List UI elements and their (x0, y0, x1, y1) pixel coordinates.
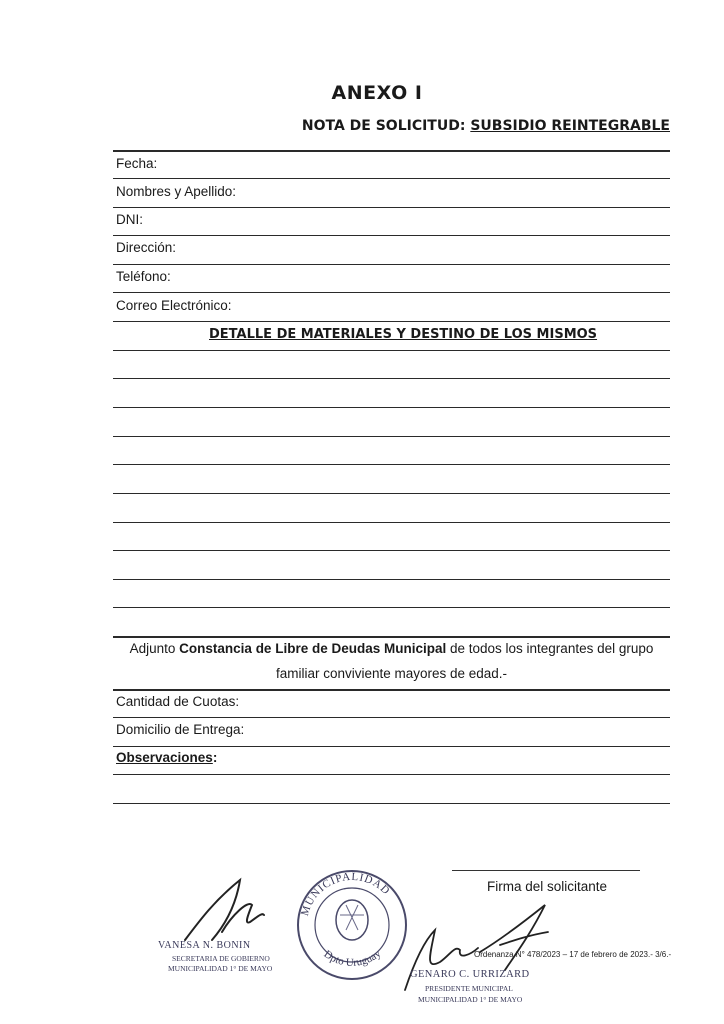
detail-line[interactable] (113, 579, 670, 580)
subtitle-prefix: NOTA DE SOLICITUD: (301, 118, 471, 134)
detail-line[interactable] (113, 407, 670, 408)
detail-line[interactable] (113, 550, 670, 551)
seal-bottom-text: Dpto Uruguay (321, 947, 384, 970)
field-telefono-label: Teléfono: (116, 269, 171, 284)
detail-line[interactable] (113, 436, 670, 437)
signature-line[interactable] (452, 870, 640, 871)
field-nombres-line[interactable] (113, 207, 670, 208)
observaciones-line[interactable] (113, 803, 670, 804)
field-fecha-label: Fecha: (116, 156, 158, 171)
signature-label: Firma del solicitante (487, 879, 608, 894)
field-correo-line[interactable] (113, 321, 670, 322)
detail-line[interactable] (113, 350, 670, 351)
subtitle-underlined: SUBSIDIO REINTEGRABLE (470, 118, 670, 134)
field-dni-line[interactable] (113, 235, 670, 236)
right-stamp-name: GENARO C. URRIZARD (410, 969, 530, 980)
detail-line[interactable] (113, 378, 670, 379)
observaciones-line[interactable] (113, 774, 670, 775)
field-nombres-label: Nombres y Apellido: (116, 184, 237, 199)
note-text-bold: Constancia de Libre de Deudas Municipal (179, 641, 447, 656)
right-stamp-role1: PRESIDENTE MUNICIPAL (425, 984, 513, 993)
left-stamp-name: VANESA N. BONIN (158, 940, 251, 951)
detail-line[interactable] (113, 464, 670, 465)
page-title: ANEXO I (331, 82, 423, 104)
field-dni-label: DNI: (116, 212, 143, 227)
detail-line[interactable] (113, 493, 670, 494)
field-correo-label: Correo Electrónico: (116, 298, 232, 313)
note-bottom-rule (113, 689, 670, 691)
observaciones-text: Observaciones (116, 750, 213, 765)
detail-line[interactable] (113, 607, 670, 608)
note-text-after: de todos los integrantes del grupo (446, 641, 654, 656)
field-cuotas-label: Cantidad de Cuotas: (116, 694, 240, 709)
field-domicilio-line[interactable] (113, 746, 670, 747)
observaciones-colon: : (212, 750, 218, 765)
note-text-before: Adjunto (129, 641, 180, 656)
field-telefono-line[interactable] (113, 292, 670, 293)
field-direccion-line[interactable] (113, 264, 670, 265)
left-stamp-role1: SECRETARIA DE GOBIERNO (172, 954, 270, 963)
right-stamp-role2: MUNICIPALIDAD 1° DE MAYO (418, 995, 523, 1004)
field-fecha-line[interactable] (113, 178, 670, 179)
section-title: DETALLE DE MATERIALES Y DESTINO DE LOS MISMOS (209, 327, 598, 342)
field-cuotas-line[interactable] (113, 717, 670, 718)
ordenanza-reference: Ordenanza N° 478/2023 – 17 de febrero de 2023.- 3/6.- (474, 950, 672, 959)
svg-text:MUNICIPALIDAD (299, 871, 393, 918)
left-stamp-role2: MUNICIPALIDAD 1° DE MAYO (168, 964, 273, 973)
form-subtitle (302, 118, 670, 134)
detail-line[interactable] (113, 522, 670, 523)
field-domicilio-label: Domicilio de Entrega: (116, 722, 245, 737)
seal-top-text: MUNICIPALIDAD (298, 870, 393, 918)
observaciones-label (116, 750, 217, 765)
attachment-note (113, 636, 670, 686)
note-text-line2: familiar conviviente mayores de edad.- (275, 666, 508, 681)
rule-top (113, 150, 670, 152)
svg-text:Dpto Uruguay (321, 947, 383, 969)
field-direccion-label: Dirección: (116, 240, 177, 255)
